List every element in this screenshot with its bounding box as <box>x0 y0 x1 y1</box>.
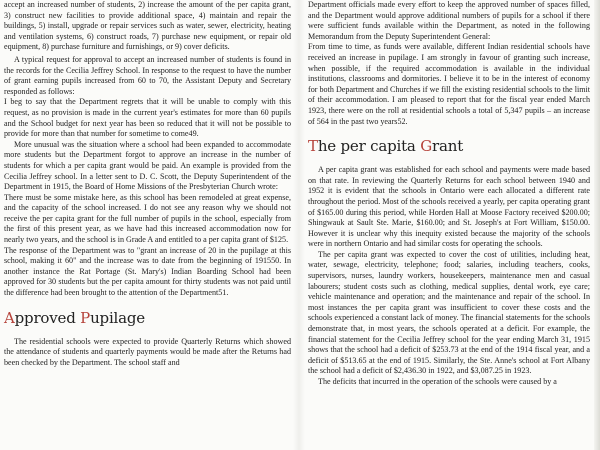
heading-text: he per capita <box>317 137 421 156</box>
section-heading-per-capita-grant <box>308 137 590 155</box>
page-edge <box>594 0 600 450</box>
heading-initial: A <box>4 308 15 327</box>
book-gutter <box>293 0 305 450</box>
block-quote: There must be some mistake here, as this school has been remodeled at great expense, and the capacity of the school increased. I do not see any reason why we should not receive the per capita grant for the full number of pupils in the school, especially from the first of this present year, as we have had this increased accommodation now for nearly two years, and the school is in Grade A and entitled to a per capita grant of $125. <box>4 192 291 245</box>
paragraph: The per capita grant was expected to cover the cost of utilities, including heat, water, sewage, electricity, telephone; food; salaries, including teachers, cooks, supervisors, nurses, laundry workers, housekeepers, maintenance men and casual labourers; student costs such as clothing, medical supplies, dental work, eye care; vehicle maintenance and operation; and the maintenance and repair of the school. In most instances the per capita grant was insufficient to cover these costs and the schools experienced a constant lack of money. The financial statements for the schools demonstrate that, in most years, the schools operated at a deficit. For example, the financial statement for the Cecilia Jeffrey school for the year ending March 31, 1915 shows that the school had a deficit of $253.73 at the end of the 1914 fiscal year, and a deficit of $513.65 at the end of 1915. Similarly, the Ste. Anne's school at Fort Albany the school had a deficit of $2,436.30 in 1922, and $3,087.25 in 1923. <box>308 249 590 376</box>
paragraph: The deficits that incurred in the operation of the schools were caused by a <box>318 377 557 386</box>
block-quote: I beg to say that the Department regrets that it will be unable to comply with this request, as no provision is made in the current year's estimates for more than 60 pupils and the School budget for next year has been so reduced that it will not be possible to provide for more than that number for sometime to come49. <box>4 97 291 139</box>
left-page-column <box>4 0 291 450</box>
paragraph: accept an increased number of students, 2) increase the amount of the per capita grant, 3) construct new facilities to provide additional space, 4) maintain and repair the buildings, 5) install, upgrade or repair services such as water, sewer, electricity, heating and ventilation systems, 6) construct roads, 7) purchase new equipment, or repair old equipment, 8) purchase furniture and furnishings, or 9) cover deficits. <box>4 0 291 52</box>
right-page-column <box>308 0 590 450</box>
paragraph: A per capita grant was established for each school and payments were made based on that rate. In reviewing the Quarterly Returns for each school between 1940 and 1952 it is evident that the schools in Ontario were each allocated a different rate throughout the period. Most of the schools received a yearly, per capita operating grant of $165.00 during this period, while Horden Hall at Moose Factory received $200.00; Shingwauk at Sault Ste. Marie, $160.00; and St. Joseph's at Fort William, $150.00. However it is unclear why this inequity existed because the majority of the schools were in northern Ontario and had similar costs for operating the schools. <box>308 165 590 249</box>
block-quote: From time to time, as funds were available, different Indian residential schools have received an increase in pupilage. I am strongly in favour of granting such increase, when possible, if the required accommodation is available in the individual institutions, classrooms and dormitories. I believe it to be in the interest of economy for both Department and Churches if we fill the existing residential schools to the limit of their accommodation. I am pleased to report that for the fiscal year ended March 1923, there were on the roll at residential schools a total of 5,347 pupils – an increase of 564 in the past two years52. <box>308 42 590 126</box>
heading-text: pproved <box>14 308 81 327</box>
paragraph: A typical request for approval to accept an increased number of students is found in the records for the Cecilia Jeffrey School. In response to the request to have the number of grant earning pupils increased from 60 to 70, the Assistant Deputy and Secretary responded as follows: <box>4 54 291 96</box>
heading-initial: G <box>420 137 433 156</box>
section-heading-approved-pupilage <box>4 309 291 327</box>
heading-initial: T <box>308 137 318 156</box>
paragraph: More unusual was the situation where a school had been expanded to accommodate more students but the Department forgot to approve an increase in the number of students for which a per capita grant would be paid. An example is provided from the Cecilia Jeffrey school. In a letter sent to D. C. Scott, the Deputy Superintendent of the Department in 1915, the Board of Home Missions of the Presbyterian Church wrote: <box>4 139 291 192</box>
heading-text: rant <box>432 137 464 156</box>
paragraph: The residential schools were expected to provide Quarterly Returns which showed the attendance of students and quarterly payments would be made after the Returns had been checked by the Department. The school staff and <box>4 336 291 367</box>
paragraph: Department officials made every effort to keep the approved number of spaces filled, and the Department would approve additional numbers of pupils for a school if there were sufficient funds available within the Department, as noted in the following Memorandum from the Deputy Superintendent General: <box>308 0 590 41</box>
heading-text: upilage <box>90 308 145 327</box>
heading-initial: P <box>80 308 91 327</box>
paragraph: The response of the Department was to "grant an increase of 20 in the pupilage at this school, making it 60" and the increase was to date from the beginning of 191550. In another instance the Rat Portage (St. Mary's) Indian Boarding School had been approved for 30 students but the per capita amount for thirty students was not paid until the difference had been brought to the attention of the Department51. <box>4 245 291 298</box>
